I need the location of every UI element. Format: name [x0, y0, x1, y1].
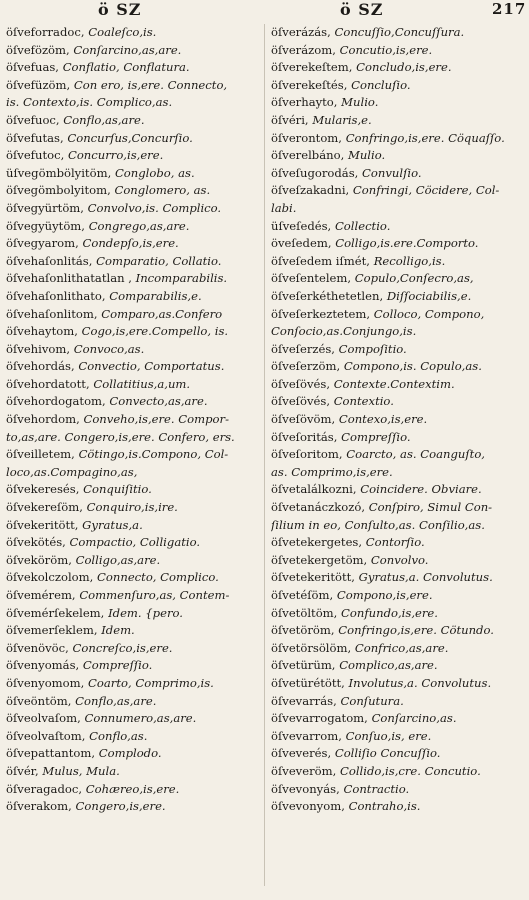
dictionary-entry: [271, 270, 525, 288]
headword: öſverontom,: [271, 130, 342, 145]
latin-gloss: Contorſio.: [365, 535, 425, 550]
dictionary-entry: [6, 59, 260, 77]
headword: öſvefözöm,: [6, 42, 70, 57]
headword: öſverázom,: [271, 42, 336, 57]
latin-gloss: Conſpiro, Simul Con-: [368, 500, 493, 515]
dictionary-entry: [271, 728, 525, 746]
dictionary-entry: [6, 24, 260, 42]
dictionary-entry: [271, 112, 525, 130]
headword: öſvekereſöm,: [6, 500, 83, 515]
dictionary-entry: [271, 693, 525, 711]
dictionary-entry: [271, 675, 525, 693]
dictionary-entry: [271, 288, 525, 306]
latin-gloss: Involutus,a. Convolutus.: [348, 675, 492, 690]
dictionary-entry: [6, 235, 260, 253]
headword: öſverázás,: [271, 25, 331, 39]
latin-gloss: ſilium in eo, Conſulto,as. Conſilio,as.: [271, 517, 485, 532]
dictionary-entry: [6, 429, 260, 447]
dictionary-entry: [6, 147, 260, 165]
dictionary-entry: [271, 59, 525, 77]
dictionary-entry: [271, 464, 525, 482]
latin-gloss: to,as,are. Congero,is,ere. Confero, ers.: [6, 429, 235, 444]
latin-gloss: Convolvo,is. Complico.: [87, 200, 222, 215]
latin-gloss: Conquiſitio.: [83, 482, 152, 497]
dictionary-entry: [6, 253, 260, 271]
headword: öſvefuoc,: [6, 112, 60, 127]
latin-gloss: Conſocio,as.Conjungo,is.: [271, 324, 417, 339]
page-header: [6, 0, 525, 22]
latin-gloss: Con ero, is,ere. Connecto,: [73, 77, 228, 92]
dictionary-entry: [6, 77, 260, 95]
latin-gloss: Diſſociabilis,e.: [386, 288, 472, 303]
headword: öveſedem,: [271, 236, 332, 251]
headword: öſvehordatott,: [6, 376, 90, 391]
latin-gloss: Concludo,is,ere.: [356, 60, 452, 75]
latin-gloss: Coarcto, as. Coanguſto,: [346, 447, 485, 462]
headword: öſveforradoc,: [6, 25, 85, 39]
headword: öſveſövés,: [271, 394, 330, 409]
latin-gloss: Conveho,is,ere. Compor-: [83, 412, 229, 427]
headword: öſvekeresés,: [6, 482, 80, 497]
dictionary-entry: [6, 376, 260, 394]
headword: öſvetekergetes,: [271, 535, 363, 550]
dictionary-entry: [271, 235, 525, 253]
latin-gloss: Confrico,as,are.: [354, 640, 449, 655]
dictionary-entry: [6, 534, 260, 552]
latin-gloss: Colliſio Concuſſio.: [334, 746, 441, 761]
headword: öſveköröm,: [6, 552, 72, 567]
latin-gloss: Contraho,is.: [348, 799, 421, 814]
dictionary-entry: [271, 42, 525, 60]
headword: öſvetürüm,: [271, 658, 336, 673]
latin-gloss: Confringi, Cöcidere, Col-: [352, 183, 500, 198]
dictionary-entry: [271, 605, 525, 623]
headword: öſveſzakadni,: [271, 183, 350, 198]
dictionary-entry: [6, 218, 260, 236]
dictionary-entry: [271, 200, 525, 218]
headword: öſveilletem,: [6, 447, 75, 462]
headword: öſvehaſonlithatatlan ,: [6, 271, 132, 286]
headword: öſverakom,: [6, 799, 72, 814]
latin-gloss: Collatitius,a,um.: [93, 376, 191, 391]
latin-gloss: Convoco,as.: [73, 341, 145, 356]
dictionary-entry: [6, 781, 260, 799]
headword: öſverelbáno,: [271, 148, 345, 163]
dictionary-entry: [271, 393, 525, 411]
latin-gloss: Convolvo.: [370, 552, 429, 567]
latin-gloss: Colligo,as,are.: [75, 552, 161, 567]
headword: öſvehordás,: [6, 359, 75, 374]
headword: öſvevonyás,: [271, 781, 340, 796]
dictionary-entry: [271, 165, 525, 183]
headword: öſvetöröm,: [271, 623, 335, 638]
dictionary-entry: [6, 94, 260, 112]
dictionary-entry: [271, 481, 525, 499]
headword: öſvefutoc,: [6, 148, 65, 163]
latin-gloss: Conſarcino,as.: [371, 711, 457, 726]
latin-gloss: Comparabilis,e.: [109, 288, 202, 303]
headword: öſvekeritött,: [6, 517, 79, 532]
dictionary-entry: [271, 517, 525, 535]
dictionary-entry: [6, 200, 260, 218]
headword: öſveverés,: [271, 746, 332, 761]
dictionary-entry: [6, 270, 260, 288]
latin-gloss: Confundo,is,ere.: [341, 605, 438, 620]
dictionary-entry: [6, 640, 260, 658]
headword: öſvetürétött,: [271, 675, 345, 690]
latin-gloss: Conflo,as,are.: [63, 112, 145, 127]
headword: öſvenyomom,: [6, 675, 85, 690]
latin-gloss: Cohæreo,is,ere.: [85, 781, 180, 796]
latin-gloss: Compactio, Colligatio.: [69, 535, 201, 550]
dictionary-entry: [271, 569, 525, 587]
headword: öſvefuas,: [6, 60, 59, 75]
headword: öſvehaſonlitom,: [6, 306, 98, 321]
dictionary-entry: [6, 182, 260, 200]
headword: öſvefutas,: [6, 130, 64, 145]
latin-gloss: Mulio.: [347, 148, 386, 163]
dictionary-entry: [271, 182, 525, 200]
dictionary-entry: [271, 218, 525, 236]
latin-gloss: Conflo,as,are.: [75, 693, 157, 708]
latin-gloss: Coincidere. Obviare.: [360, 482, 482, 497]
headword: öſvemerſeklem,: [6, 623, 98, 638]
headword: öſvevarrogatom,: [271, 711, 368, 726]
latin-gloss: Concurro,is,ere.: [67, 148, 164, 163]
left-column: [6, 24, 264, 886]
headword: öſvér,: [6, 763, 39, 778]
headword: öſvetanáczkozó,: [271, 500, 366, 515]
latin-gloss: Contractio.: [343, 781, 410, 796]
dictionary-entry: [271, 411, 525, 429]
dictionary-entry: [271, 376, 525, 394]
latin-gloss: as. Comprimo,is,ere.: [271, 464, 393, 479]
latin-gloss: Compreſſio.: [341, 429, 411, 444]
latin-gloss: Conſutura.: [340, 693, 404, 708]
headword: öſvehaytom,: [6, 324, 78, 339]
headword: öſveſoritom,: [271, 447, 343, 462]
dictionary-entry: [6, 587, 260, 605]
dictionary-entry: [6, 798, 260, 816]
dictionary-entry: [271, 24, 525, 42]
dictionary-entry: [6, 605, 260, 623]
latin-gloss: Condepſo,is,ere.: [82, 236, 179, 251]
latin-gloss: Concreſco,is,ere.: [72, 640, 173, 655]
dictionary-entry: [6, 341, 260, 359]
headword: öſvenövöc,: [6, 640, 69, 655]
headword: öſvegyarom,: [6, 236, 79, 251]
dictionary-entry: [6, 464, 260, 482]
latin-gloss: Convecto,as,are.: [109, 394, 208, 409]
latin-gloss: Gyratus,a. Convolutus.: [358, 570, 493, 585]
latin-gloss: Concuſſio,Concuſſura.: [334, 25, 465, 39]
latin-gloss: Contexo,is,ere.: [338, 412, 428, 427]
headword: öſvetöltöm,: [271, 605, 338, 620]
headword: öſvetalálkozni,: [271, 482, 357, 497]
headword: öſvehaſonlithato,: [6, 288, 106, 303]
latin-gloss: Incomparabilis.: [135, 271, 228, 286]
dictionary-entry: [6, 411, 260, 429]
dictionary-entry: [271, 94, 525, 112]
latin-gloss: Congero,is,ere.: [75, 799, 166, 814]
dictionary-entry: [271, 534, 525, 552]
dictionary-entry: [271, 358, 525, 376]
dictionary-entry: [271, 499, 525, 517]
page-number: 217: [492, 0, 527, 18]
latin-gloss: Collido,is,cre. Concutio.: [339, 763, 481, 778]
dictionary-entry: [271, 306, 525, 324]
latin-gloss: Mularis,e.: [312, 112, 372, 127]
headword: üſveſedés,: [271, 218, 332, 233]
headword: öſvemérſekelem,: [6, 605, 105, 620]
latin-gloss: Comparatio, Collatio.: [96, 253, 222, 268]
headword: öſvefüzöm,: [6, 77, 71, 92]
headword: öſveſerzés,: [271, 341, 335, 356]
dictionary-entry: [271, 323, 525, 341]
latin-gloss: Copulo,Conſecro,as,: [354, 271, 474, 286]
dictionary-entry: [271, 781, 525, 799]
headword: öſveſerkeztetem,: [271, 306, 371, 321]
dictionary-entry: [6, 728, 260, 746]
dictionary-entry: [6, 499, 260, 517]
headword: öſveſedem iſmét,: [271, 253, 370, 268]
latin-gloss: Compono,is. Copulo,as.: [343, 359, 482, 374]
headword: öſveöntöm,: [6, 693, 72, 708]
dictionary-entry: [271, 622, 525, 640]
headword: öſveſugorodás,: [271, 165, 359, 180]
latin-gloss: Idem. {pero.: [108, 605, 183, 620]
latin-gloss: Connumero,as,are.: [84, 711, 197, 726]
latin-gloss: Gyratus,a.: [82, 517, 143, 532]
latin-gloss: Concurſus,Concurſio.: [67, 130, 193, 145]
latin-gloss: Recolligo,is.: [373, 253, 446, 268]
latin-gloss: Convulſio.: [362, 165, 422, 180]
dictionary-entry: [6, 358, 260, 376]
latin-gloss: loco,as.Compagino,as,: [6, 464, 138, 479]
latin-gloss: Confringo,is,ere. Cöquaſſo.: [345, 130, 505, 145]
dictionary-entry: [6, 710, 260, 728]
dictionary-entry: [6, 693, 260, 711]
headword: öſveſövöm,: [271, 412, 336, 427]
latin-gloss: Idem.: [101, 623, 135, 638]
headword: üſvegömbölyitöm,: [6, 165, 112, 180]
dictionary-entry: [271, 657, 525, 675]
headword: öſvekötés,: [6, 535, 66, 550]
latin-gloss: Conſuo,is, ere.: [345, 728, 432, 743]
headword: öſveolvaſom,: [6, 711, 81, 726]
dictionary-entry: [271, 798, 525, 816]
dictionary-entry: [6, 288, 260, 306]
dictionary-entry: [6, 323, 260, 341]
dictionary-entry: [6, 306, 260, 324]
latin-gloss: Conflo,as.: [89, 728, 148, 743]
headword: öſverhayto,: [271, 95, 338, 110]
dictionary-entry: [6, 112, 260, 130]
latin-gloss: Contextio.: [333, 394, 394, 409]
latin-gloss: Concluſio.: [351, 77, 411, 92]
headword: öſveolvaſtom,: [6, 728, 86, 743]
headword: öſverekeſtem,: [271, 60, 353, 75]
dictionary-entry: [6, 675, 260, 693]
right-running-head: ö SZ: [340, 0, 384, 19]
headword: öſvevonyom,: [271, 799, 345, 814]
headword: öſvegömbolyitom,: [6, 183, 111, 198]
latin-gloss: Mulus, Mula.: [42, 763, 120, 778]
dictionary-entry: [271, 552, 525, 570]
latin-gloss: Concutio,is,ere.: [339, 42, 433, 57]
headword: öſveſerkéthetetlen,: [271, 288, 384, 303]
dictionary-entry: [6, 657, 260, 675]
headword: öſvegyürtöm,: [6, 200, 84, 215]
latin-gloss: Colloco, Compono,: [373, 306, 485, 321]
dictionary-entry: [271, 147, 525, 165]
latin-gloss: Conglomero, as.: [114, 183, 211, 198]
latin-gloss: Cötingo,is.Compono, Col-: [78, 447, 229, 462]
headword: öſvehivom,: [6, 341, 71, 356]
headword: öſveſövés,: [271, 376, 330, 391]
headword: öſvepattantom,: [6, 746, 96, 761]
latin-gloss: Compreſſio.: [82, 658, 153, 673]
headword: öſvehordom,: [6, 412, 80, 427]
latin-gloss: Conquiro,is,ire.: [86, 500, 178, 515]
latin-gloss: Contexte.Contextim.: [333, 376, 455, 391]
dictionary-entry: [271, 710, 525, 728]
dictionary-entry: [6, 569, 260, 587]
dictionary-entry: [6, 446, 260, 464]
dictionary-entry: [271, 640, 525, 658]
dictionary-entry: [271, 130, 525, 148]
latin-gloss: Colligo,is.ere.Comporto.: [335, 236, 479, 251]
latin-gloss: Collectio.: [334, 218, 391, 233]
dictionary-entry: [6, 552, 260, 570]
headword: öſverekeſtés,: [271, 77, 348, 92]
latin-gloss: Complico,as,are.: [339, 658, 438, 673]
dictionary-entry: [271, 253, 525, 271]
headword: öſveſoritás,: [271, 429, 338, 444]
left-running-head: ö SZ: [98, 0, 142, 19]
latin-gloss: Conſarcino,as,are.: [73, 42, 182, 57]
headword: öſvevarrom,: [271, 728, 342, 743]
headword: öſveragadoc,: [6, 781, 83, 796]
dictionary-entry: [6, 745, 260, 763]
latin-gloss: Congrego,as,are.: [88, 218, 190, 233]
headword: öſvetekeritött,: [271, 570, 355, 585]
headword: öſveveröm,: [271, 763, 337, 778]
latin-gloss: Compoſitio.: [338, 341, 407, 356]
headword: öſvenyomás,: [6, 658, 80, 673]
headword: öſvetörsölöm,: [271, 640, 352, 655]
dictionary-entry: [6, 165, 260, 183]
latin-gloss: Cogo,is,ere.Compello, is.: [81, 324, 229, 339]
right-column: [264, 24, 525, 886]
latin-gloss: Conflatio, Conflatura.: [62, 60, 190, 75]
dictionary-entry: [271, 341, 525, 359]
headword: öſvehordogatom,: [6, 394, 106, 409]
dictionary-entry: [6, 622, 260, 640]
headword: öſvevarrás,: [271, 693, 337, 708]
latin-gloss: is. Contexto,is. Complico,as.: [6, 95, 173, 110]
latin-gloss: Compono,is,ere.: [336, 588, 433, 602]
headword: öſveſentelem,: [271, 271, 352, 286]
latin-gloss: labi.: [271, 200, 297, 215]
dictionary-entry: [271, 587, 525, 605]
headword: öſvemérem,: [6, 588, 76, 602]
latin-gloss: Mulio.: [341, 95, 379, 110]
dictionary-entry: [271, 745, 525, 763]
dictionary-entry: [271, 77, 525, 95]
headword: öſvehaſonlitás,: [6, 253, 93, 268]
latin-gloss: Connecto, Complico.: [97, 570, 219, 585]
latin-gloss: Coarto, Comprimo,is.: [88, 675, 214, 690]
headword: öſvekolczolom,: [6, 570, 94, 585]
latin-gloss: Confringo,is,ere. Cötundo.: [338, 623, 494, 638]
dictionary-entry: [6, 42, 260, 60]
dictionary-entry: [6, 763, 260, 781]
latin-gloss: Complodo.: [98, 746, 162, 761]
latin-gloss: Comparo,as.Confero: [101, 306, 223, 321]
dictionary-entry: [271, 763, 525, 781]
headword: öſvegyüytöm,: [6, 218, 85, 233]
dictionary-entry: [6, 130, 260, 148]
dictionary-entry: [271, 429, 525, 447]
latin-gloss: Coaleſco,is.: [88, 25, 157, 39]
latin-gloss: Commenſuro,as, Contem-: [79, 588, 230, 602]
headword: öſveſerzöm,: [271, 359, 341, 374]
dictionary-entry: [6, 393, 260, 411]
dictionary-entry: [6, 517, 260, 535]
headword: öſvéri,: [271, 112, 309, 127]
latin-gloss: Conglobo, as.: [114, 165, 195, 180]
dictionary-entry: [6, 481, 260, 499]
columns: [6, 24, 525, 886]
headword: öſvetéſöm,: [271, 588, 334, 602]
latin-gloss: Convectio, Comportatus.: [78, 359, 225, 374]
dictionary-entry: [271, 446, 525, 464]
headword: öſvetekergetöm,: [271, 552, 368, 567]
